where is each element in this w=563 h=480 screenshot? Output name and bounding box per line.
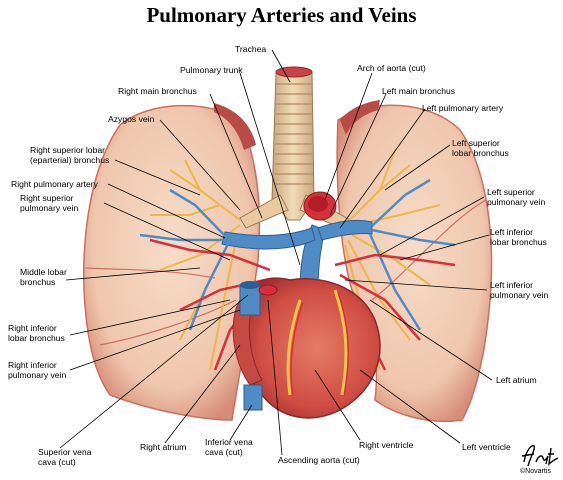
right-lung-shape (84, 106, 260, 420)
label-left-inferior-pulmonary-vein: Left inferior pulmonary vein (490, 280, 549, 300)
label-right-superior-pulmonary-vein: Right superior pulmonary vein (20, 193, 79, 213)
heart (233, 278, 380, 418)
label-pulmonary-trunk: Pulmonary trunk (180, 65, 243, 75)
label-trachea: Trachea (235, 44, 267, 54)
label-superior-vena-cava: Superior vena cava (cut) (38, 447, 92, 467)
copyright-text: ©Novartis (520, 468, 551, 475)
label-ascending-aorta: Ascending aorta (cut) (278, 455, 360, 465)
label-inferior-vena-cava: Inferior vena cava (cut) (205, 437, 253, 457)
label-left-superior-pulmonary-vein: Left superior pulmonary vein (487, 187, 546, 207)
label-right-inferior-pulmonary-vein: Right inferior pulmonary vein (8, 360, 67, 380)
label-azygos-vein: Azygos vein (108, 114, 155, 124)
label-left-ventricle: Left ventricle (462, 442, 511, 452)
label-left-atrium: Left atrium (496, 375, 537, 385)
label-left-inferior-lobar-bronchus: Left inferior lobar bronchus (490, 227, 547, 247)
label-right-superior-lobar-bronchus: Right superior lobar (eparterial) bronchus (30, 145, 110, 165)
label-arch-of-aorta: Arch of aorta (cut) (357, 63, 426, 73)
page-title: Pulmonary Arteries and Veins (146, 3, 417, 27)
label-left-superior-lobar-bronchus: Left superior lobar bronchus (452, 138, 509, 158)
label-right-ventricle: Right ventricle (359, 440, 414, 450)
label-left-pulmonary-artery: Left pulmonary artery (422, 103, 504, 113)
label-right-atrium: Right atrium (140, 442, 187, 452)
label-left-main-bronchus: Left main bronchus (382, 86, 456, 96)
label-right-main-bronchus: Right main bronchus (118, 86, 197, 96)
right-lung (84, 103, 260, 420)
label-right-pulmonary-artery: Right pulmonary artery (11, 179, 98, 189)
label-right-inferior-lobar-bronchus: Right inferior lobar bronchus (8, 323, 65, 343)
label-middle-lobar-bronchus: Middle lobar bronchus (20, 267, 67, 287)
